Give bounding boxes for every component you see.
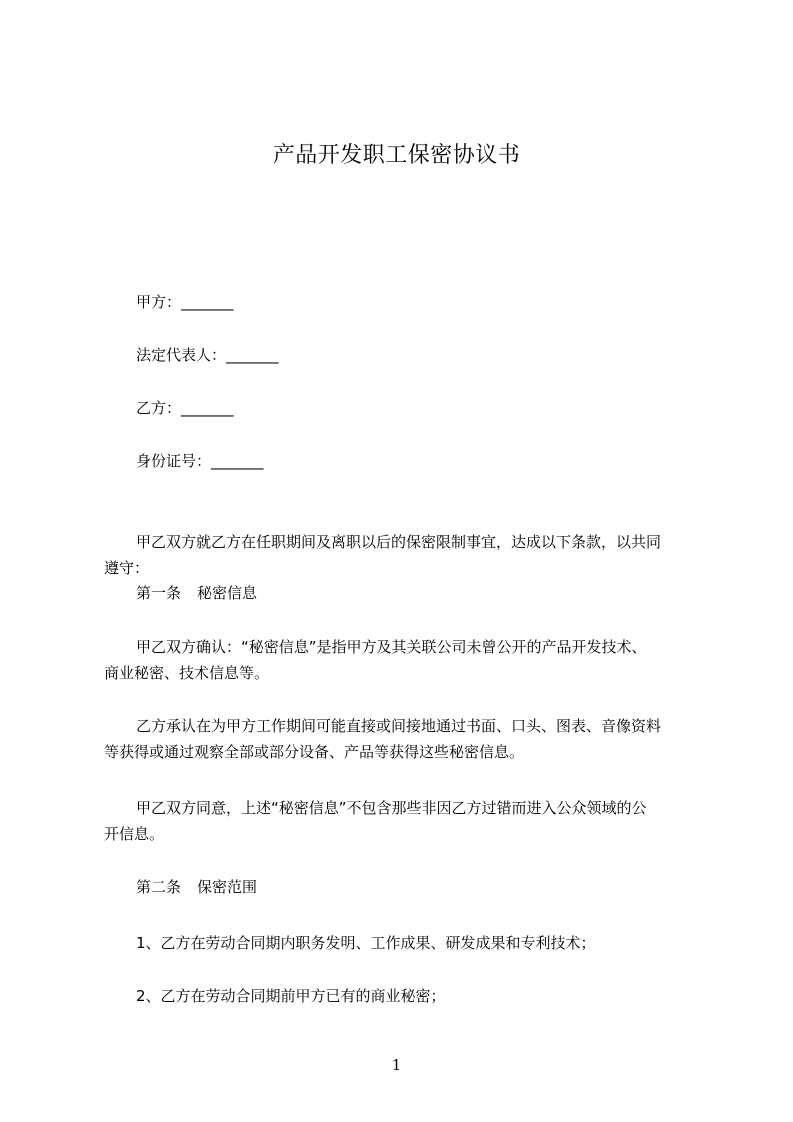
id-number-field bbox=[136, 450, 738, 472]
article-1-p1-line-2: 商业秘密、技术信息等。 bbox=[104, 664, 270, 682]
article-1-p3-line-2: 开信息。 bbox=[104, 825, 165, 843]
article-2-heading bbox=[136, 876, 738, 898]
article-1-p3-line-1: 甲乙双方同意，上述“秘密信息”不包含那些非因乙方过错而进入公众领域的公 bbox=[136, 799, 647, 817]
article-2-item-1: 1、乙方在劳动合同期内职务发明、工作成果、研发成果和专利技术； bbox=[136, 934, 596, 952]
legal-representative-label: 法定代表人： bbox=[136, 346, 227, 364]
id-number-label: 身份证号： bbox=[136, 452, 212, 470]
article-1-heading bbox=[136, 582, 738, 604]
party-b-label: 乙方： bbox=[136, 399, 182, 417]
page-number: 1 bbox=[391, 1056, 402, 1074]
intro-paragraph bbox=[104, 529, 706, 581]
article-2-number: 第二条 bbox=[136, 878, 182, 896]
intro-line-1: 甲乙双方就乙方在任职期间及离职以后的保密限制事宜，达成以下条款，以共同 bbox=[136, 533, 662, 551]
party-a-field bbox=[136, 291, 738, 313]
article-1-title: 秘密信息 bbox=[197, 584, 258, 602]
article-1-p2-line-2: 等获得或通过观察全部或部分设备、产品等获得这些秘密信息。 bbox=[104, 743, 525, 761]
article-2-title: 保密范围 bbox=[197, 878, 258, 896]
party-a-blank: _______ bbox=[181, 293, 234, 311]
article-1-p1-line-1: 甲乙双方确认：“秘密信息”是指甲方及其关联公司未曾公开的产品开发技术、 bbox=[136, 638, 647, 656]
party-a-label: 甲方： bbox=[136, 293, 182, 311]
article-1-paragraph-1 bbox=[104, 634, 706, 686]
legal-representative-blank: _______ bbox=[226, 346, 279, 364]
article-1-p2-line-1: 乙方承认在为甲方工作期间可能直接或间接地通过书面、口头、图表、音像资料 bbox=[136, 717, 662, 735]
document-title: 产品开发职工保密协议书 bbox=[272, 143, 521, 168]
legal-representative-field bbox=[136, 344, 738, 366]
party-b-blank: _______ bbox=[181, 399, 234, 417]
article-1-paragraph-3 bbox=[104, 795, 706, 847]
party-b-field bbox=[136, 397, 738, 419]
article-1-number: 第一条 bbox=[136, 584, 182, 602]
article-2-item-2: 2、乙方在劳动合同期前甲方已有的商业秘密； bbox=[136, 987, 446, 1005]
id-number-blank: _______ bbox=[211, 452, 264, 470]
intro-line-2: 遵守： bbox=[104, 559, 150, 577]
article-1-paragraph-2 bbox=[104, 713, 706, 765]
